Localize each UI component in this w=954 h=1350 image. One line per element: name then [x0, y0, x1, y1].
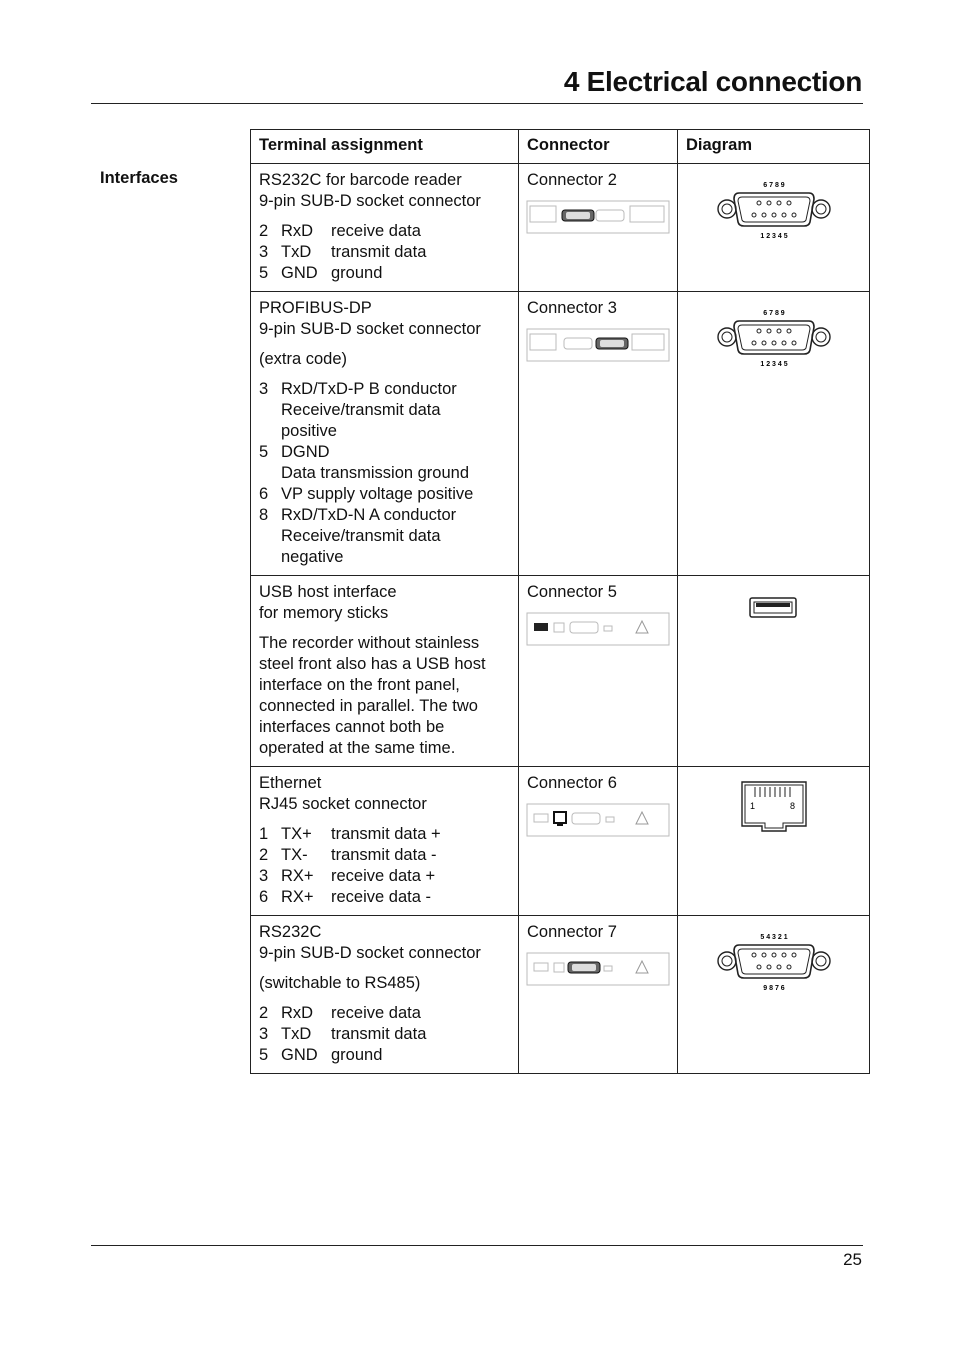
- pin-number: 2: [259, 846, 269, 864]
- interface-note: (switchable to RS485): [259, 974, 421, 992]
- pin-description: RxD/TxD-P B conductor: [281, 380, 457, 398]
- connector-label: Connector 5: [527, 583, 617, 601]
- pin-labels-top: 6 7 8 9: [762, 310, 785, 317]
- section-label: Interfaces: [100, 169, 178, 187]
- diagram-cell: [678, 576, 870, 767]
- pin-description: RxD/TxD-N A conductor: [281, 506, 457, 524]
- pin-description: positive: [281, 422, 337, 440]
- pin-label-last: 8: [789, 801, 795, 811]
- pin-number: 3: [259, 867, 269, 885]
- pin-number: 8: [259, 506, 269, 524]
- pin-description: transmit data -: [331, 846, 437, 864]
- pin-number: 6: [259, 888, 269, 906]
- pin-description: negative: [281, 548, 344, 566]
- connector-position-image: [526, 611, 670, 647]
- pin-number: 3: [259, 243, 269, 261]
- pin-labels-bottom: 1 2 3 4 5: [759, 233, 788, 240]
- connector-label: Connector 7: [527, 923, 617, 941]
- pin-signal: TxD: [281, 243, 312, 261]
- pin-signal: TX-: [281, 846, 308, 864]
- pin-number: 5: [259, 443, 269, 461]
- pin-description: ground: [331, 1046, 383, 1064]
- pin-signal: GND: [281, 264, 318, 282]
- interface-title: PROFIBUS-DP: [259, 299, 372, 317]
- sub-d-9-pin-diagram: [717, 178, 831, 240]
- pin-signal: TxD: [281, 1025, 312, 1043]
- interface-subtitle: 9-pin SUB-D socket connector: [259, 192, 481, 210]
- page-number: 25: [843, 1250, 862, 1269]
- pin-labels-bottom: 9 8 7 6: [762, 985, 785, 992]
- interface-note: connected in parallel. The two: [259, 697, 478, 715]
- table-row: [251, 576, 870, 767]
- pin-number: 6: [259, 485, 269, 503]
- pin-description: transmit data: [331, 1025, 427, 1043]
- interface-title: USB host interface: [259, 583, 397, 601]
- diagram-cell: [678, 164, 870, 292]
- pin-description: transmit data: [331, 243, 427, 261]
- interface-title: Ethernet: [259, 774, 322, 792]
- pin-description: receive data -: [331, 888, 431, 906]
- interface-subtitle: for memory sticks: [259, 604, 389, 622]
- usb-socket-diagram: [749, 596, 799, 620]
- pin-number: 5: [259, 264, 269, 282]
- terminal-assignment-cell: [251, 576, 519, 767]
- interface-subtitle: RJ45 socket connector: [259, 795, 427, 813]
- connector-cell: [519, 164, 678, 292]
- connector-label: Connector 3: [527, 299, 617, 317]
- terminal-assignment-cell: [251, 292, 519, 576]
- pin-number: 3: [259, 380, 269, 398]
- terminal-assignment-cell: [251, 164, 519, 292]
- pin-list: [259, 824, 510, 908]
- connector-cell: [519, 292, 678, 576]
- connector-position-image: [526, 327, 670, 363]
- pin-description: Receive/transmit data: [281, 401, 441, 419]
- connector-cell: [519, 916, 678, 1074]
- pin-signal: RxD: [281, 222, 314, 240]
- table-header-row: [251, 130, 870, 164]
- table-row: [251, 164, 870, 292]
- column-header: Connector: [519, 130, 678, 164]
- pin-number: 1: [259, 825, 269, 843]
- pin-description: transmit data +: [331, 825, 441, 843]
- table-row: [251, 292, 870, 576]
- sub-d-9-pin-diagram: [717, 930, 831, 992]
- chapter-title: 4 Electrical connection: [563, 66, 862, 97]
- interface-note: The recorder without stainless: [259, 634, 480, 652]
- pin-description: receive data +: [331, 867, 436, 885]
- interface-note: (extra code): [259, 350, 348, 368]
- table-row: [251, 916, 870, 1074]
- connector-position-image: [526, 802, 670, 838]
- table-row: [251, 767, 870, 916]
- interface-subtitle: 9-pin SUB-D socket connector: [259, 944, 481, 962]
- pin-description: Receive/transmit data: [281, 527, 441, 545]
- diagram-cell: [678, 767, 870, 916]
- pin-number: 2: [259, 222, 269, 240]
- pin-number: 5: [259, 1046, 269, 1064]
- pin-signal: GND: [281, 1046, 318, 1064]
- interface-note: interfaces cannot both be: [259, 718, 445, 736]
- connector-label: Connector 2: [527, 171, 617, 189]
- interface-title: RS232C: [259, 923, 322, 941]
- interface-note: steel front also has a USB host: [259, 655, 486, 673]
- pin-number: 3: [259, 1025, 269, 1043]
- terminal-assignment-cell: [251, 916, 519, 1074]
- diagram-cell: [678, 916, 870, 1074]
- pin-list: [259, 221, 510, 284]
- pin-description: Data transmission ground: [281, 464, 470, 482]
- interfaces-table: [250, 129, 870, 1074]
- footer-divider: [91, 1245, 863, 1246]
- pin-labels-bottom: 1 2 3 4 5: [759, 361, 788, 368]
- diagram-cell: [678, 292, 870, 576]
- pin-list: [259, 379, 510, 568]
- column-header: Terminal assignment: [251, 130, 519, 164]
- interface-subtitle: 9-pin SUB-D socket connector: [259, 320, 481, 338]
- pin-description: ground: [331, 264, 383, 282]
- pin-description: DGND: [281, 443, 330, 461]
- pin-signal: RxD: [281, 1004, 314, 1022]
- pin-signal: RX+: [281, 867, 314, 885]
- pin-list: [259, 1003, 510, 1066]
- pin-labels-top: 5 4 3 2 1: [759, 934, 788, 941]
- connector-label: Connector 6: [527, 774, 617, 792]
- terminal-assignment-cell: [251, 767, 519, 916]
- interface-note: interface on the front panel,: [259, 676, 460, 694]
- pin-description: receive data: [331, 222, 421, 240]
- connector-position-image: [526, 199, 670, 235]
- connector-cell: [519, 576, 678, 767]
- connector-cell: [519, 767, 678, 916]
- sub-d-9-pin-diagram: [717, 306, 831, 368]
- pin-signal: RX+: [281, 888, 314, 906]
- column-header: Diagram: [678, 130, 870, 164]
- pin-description: VP supply voltage positive: [281, 485, 474, 503]
- pin-labels-top: 6 7 8 9: [762, 182, 785, 189]
- connector-position-image: [526, 951, 670, 987]
- pin-description: receive data: [331, 1004, 421, 1022]
- header-divider: [91, 103, 863, 104]
- interface-note: operated at the same time.: [259, 739, 456, 757]
- pin-label-first: 1: [749, 801, 755, 811]
- pin-number: 2: [259, 1004, 269, 1022]
- interface-title: RS232C for barcode reader: [259, 171, 462, 189]
- pin-signal: TX+: [281, 825, 312, 843]
- rj45-socket-diagram: [741, 781, 807, 833]
